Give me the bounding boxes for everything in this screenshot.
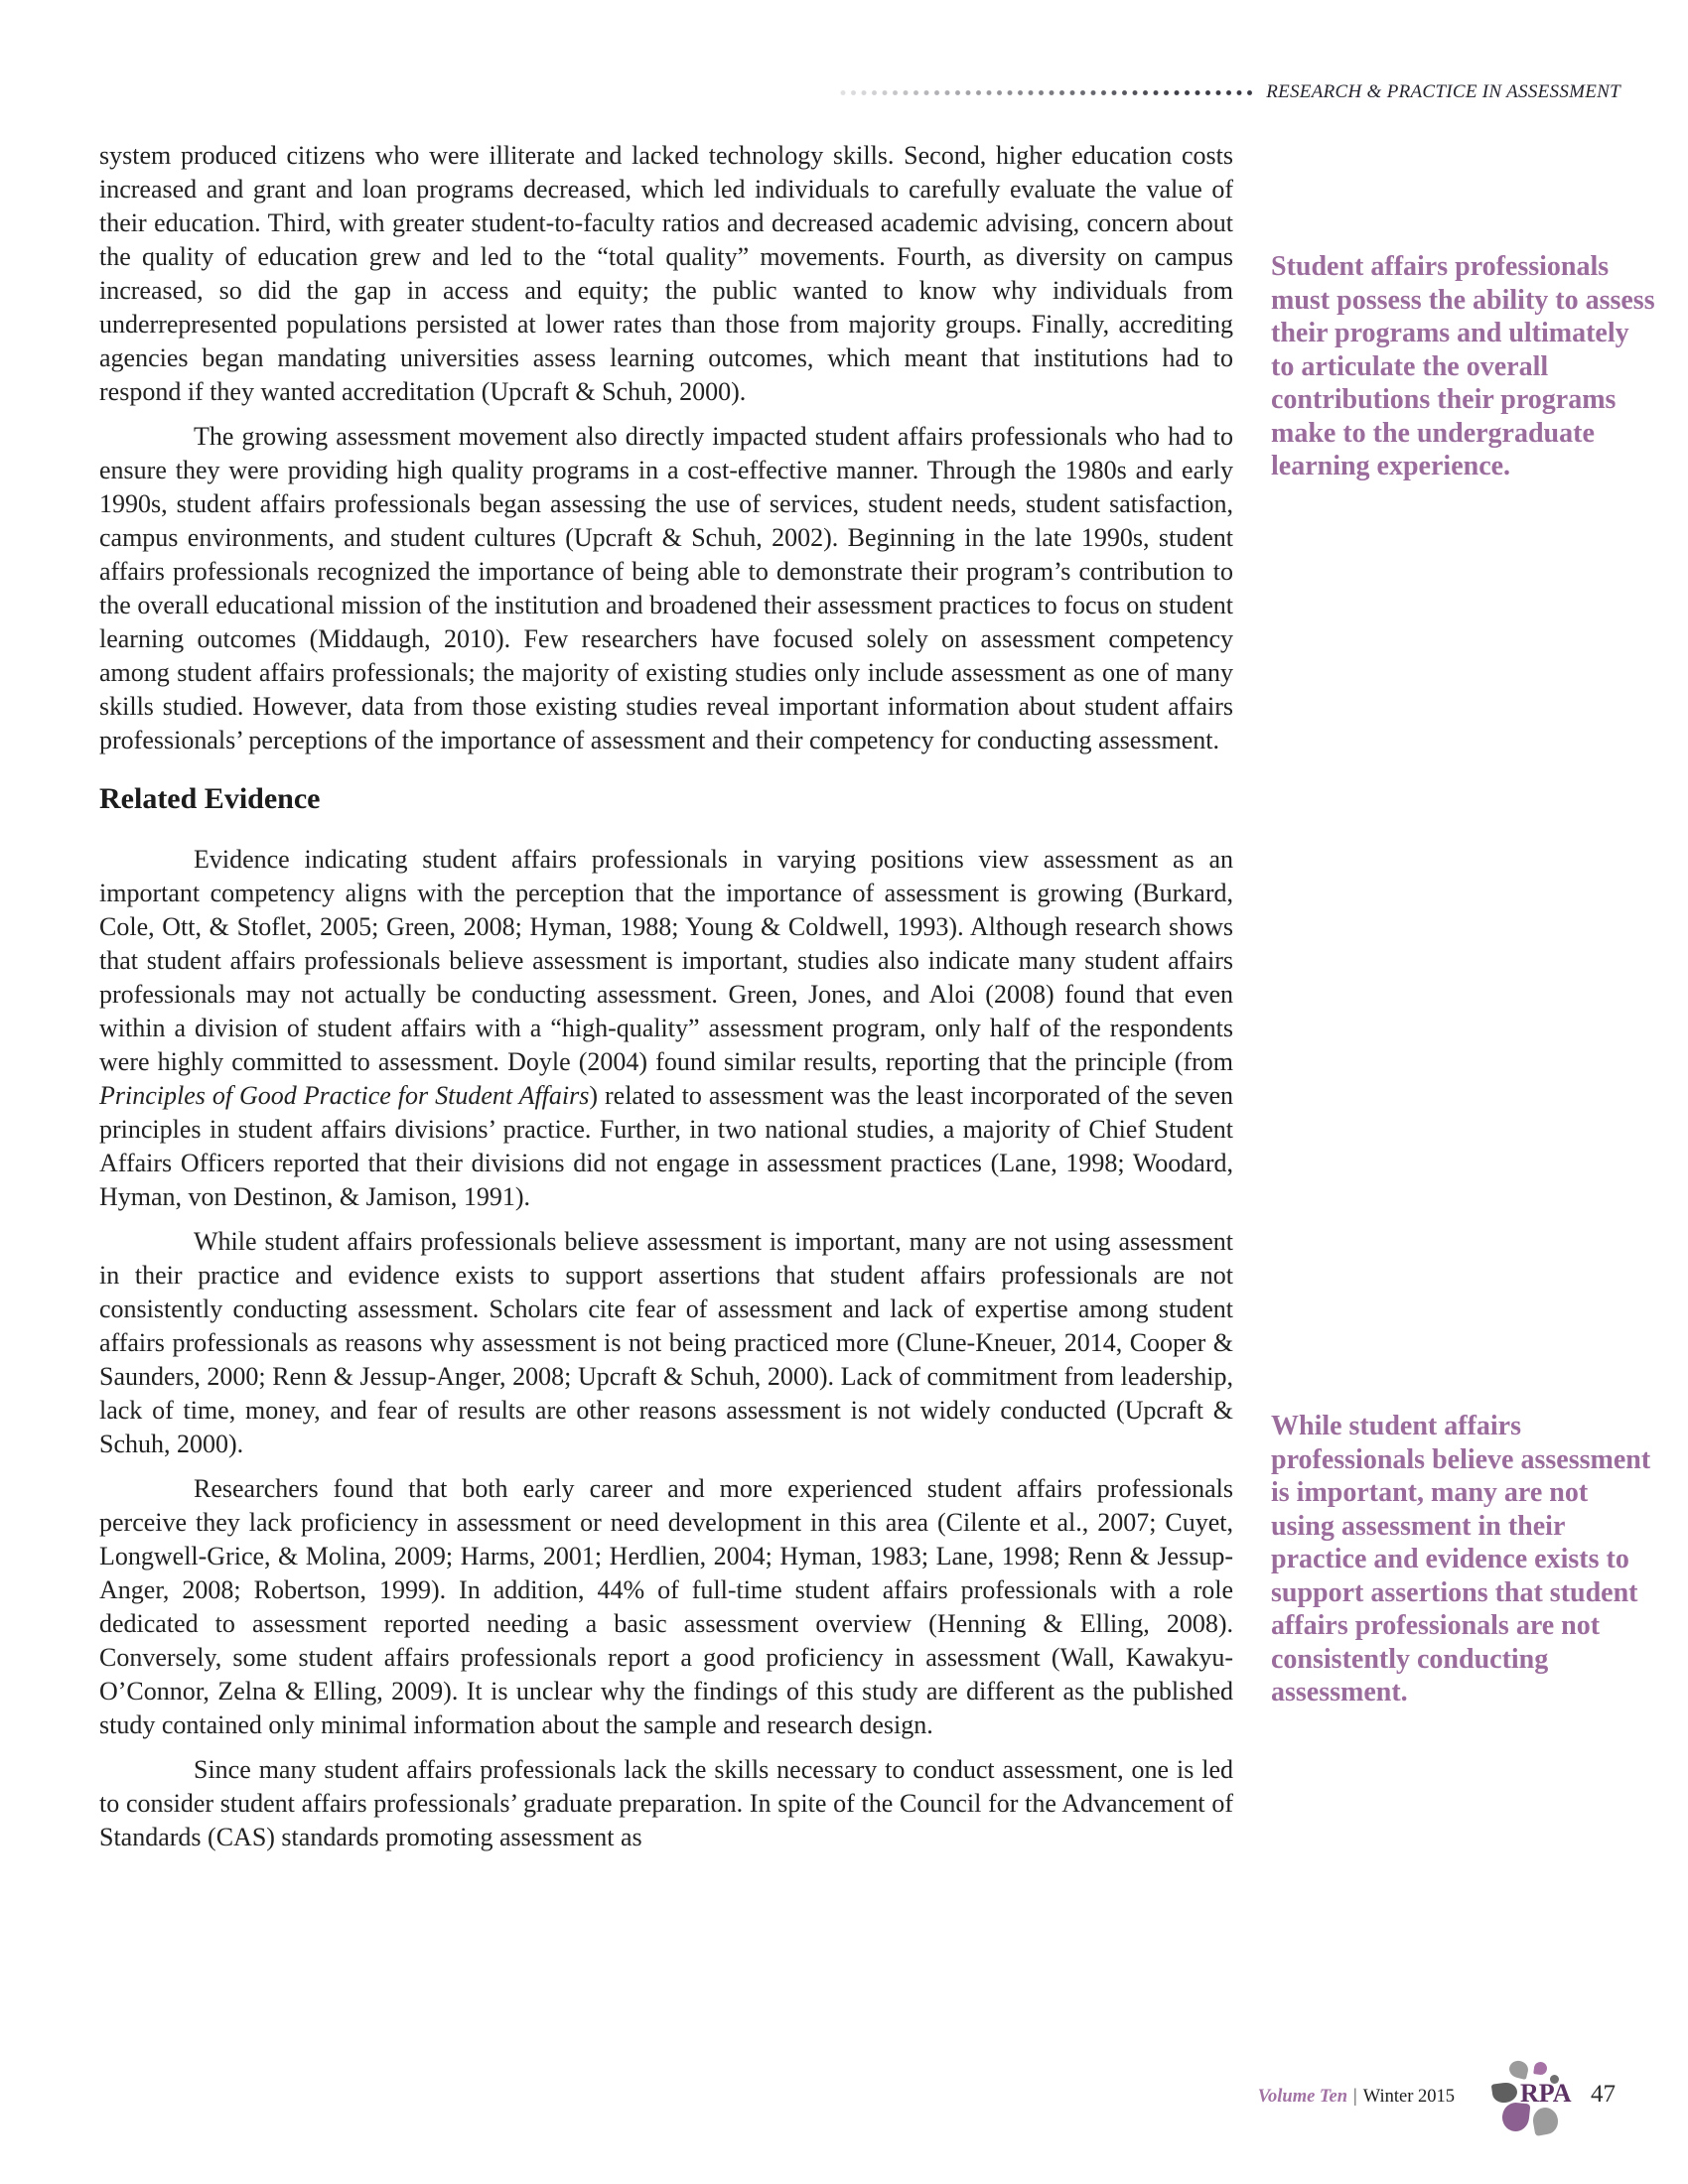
paragraph-text: Evidence indicating student affairs professionals in varying positions view assessment as an important competency aligns with the perception that the importance of assessment is growing (Burkard, Cole, Ott, & Stoflet, 2005; Green, 2008; Hyman, 1988; Young & Coldwell, 1993). Although research shows that student affairs professionals believe assessment is important, studies also indicate many student affairs professionals may not actually be conducting assessment. Green, Jones, and Aloi (2008) found that even within a division of student affairs with a “high-quality” assessment program, only half of the respondents were highly committed to assessment. Doyle (2004) found similar results, reporting that the principle (from — [99, 845, 1233, 1076]
paragraph: Since many student affairs professionals lack the skills necessary to conduct assessment, one is led to consider student affairs professionals’ graduate preparation. In spite of the Council for the Advancement of Standards (CAS) standards promoting assessment as — [99, 1755, 1233, 1851]
pull-quote: Student affairs professionals must possess the ability to assess their programs and ultimately to articulate the overall contributions their programs make to the undergraduate learning experience. — [1271, 251, 1655, 481]
section-heading: Related Evidence — [99, 782, 321, 815]
page-number: 47 — [1591, 2081, 1616, 2108]
paragraph: system produced citizens who were illiterate and lacked technology skills. Second, higher education costs increased and grant and loan programs decreased, which led individuals to carefully evaluate the value of their education. Third, with greater student-to-faculty ratios and decreased academic advising, concern about the quality of education grew and led to the “total quality” movements. Fourth, as diversity on campus increased, so did the gap in access and equity; the public wanted to know why individuals from underrepresented populations persisted at lower rates than those from majority groups. Finally, accrediting agencies began mandating universities assess learning outcomes, which meant that institutions had to respond if they wanted accreditation (Upcraft & Schuh, 2000). — [99, 141, 1233, 406]
paragraph: The growing assessment movement also directly impacted student affairs professionals who had to ensure they were providing high quality programs in a cost-effective manner. Through the 1980s and early 1990s, student affairs professionals began assessing the use of services, student needs, student satisfaction, campus environments, and student cultures (Upcraft & Schuh, 2002). Beginning in the late 1990s, student affairs professionals recognized the importance of being able to demonstrate their program’s contribution to the overall educational mission of the institution and broadened their assessment practices to focus on student learning outcomes (Middaugh, 2010). Few researchers have focused solely on assessment competency among student affairs professionals; the majority of existing studies only include assessment as one of many skills studied. However, data from those existing studies reveal important information about student affairs professionals’ perceptions of the importance of assessment and their competency for conducting assessment. — [99, 422, 1233, 754]
cited-work-title: Principles of Good Practice for Student Affairs — [99, 1081, 590, 1110]
page-header — [839, 81, 1620, 103]
petal-icon — [1531, 2106, 1560, 2136]
paragraph-text: ) related to assessment was the least incorporated of the seven principles in student affairs divisions’ practice. Further, in two national studies, a majority of Chief Student Affairs Officers reported that their divisions did not engage in assessment practices (Lane, 1998; Woodard, Hyman, von Destinon, & Jamison, 1991). — [99, 1081, 1233, 1211]
rpa-logo — [1489, 2047, 1589, 2146]
petal-icon — [1507, 2059, 1530, 2080]
petal-icon — [1491, 2081, 1519, 2104]
journal-title: RESEARCH & PRACTICE IN ASSESSMENT — [1266, 81, 1620, 102]
issue-label: Winter 2015 — [1362, 2087, 1455, 2107]
pull-quote: While student affairs professionals believe assessment is important, many are not using assessment in their practice and evidence exists to support assertions that student affairs professionals are not consistently conducting assessment. — [1271, 1411, 1651, 1707]
rpa-logo-text: RPA — [1520, 2079, 1572, 2108]
citation-separator: | — [1353, 2087, 1357, 2107]
paragraph: Researchers found that both early career and more experienced student affairs professionals perceive they lack proficiency in assessment or need development in this area (Cilente et al., 2007; Cuyet, Longwell-Grice, & Molina, 2009; Harms, 2001; Herdlien, 2004; Hyman, 1983; Lane, 1998; Renn & Jessup-Anger, 2008; Robertson, 1999). In addition, 44% of full-time student affairs professionals with a role dedicated to assessment reported needing a basic assessment overview (Henning & Elling, 2008). Conversely, some student affairs professionals report a good proficiency in assessment (Wall, Kawakyu-O’Connor, Zelna & Elling, 2009). It is unclear why the findings of this study are different as the published study contained only minimal information about the sample and research design. — [99, 1474, 1233, 1739]
paragraph — [99, 843, 1233, 1214]
article-body — [99, 139, 1233, 1865]
volume-label: Volume Ten — [1257, 2087, 1348, 2107]
petal-icon — [1533, 2061, 1548, 2076]
header-dotted-line — [839, 88, 1256, 97]
footer-citation — [1221, 2087, 1455, 2108]
paragraph: While student affairs professionals believe assessment is important, many are not using assessment in their practice and evidence exists to support assertions that student affairs professionals are not consistently conducting assessment. Scholars cite fear of assessment and lack of expertise among student affairs professionals as reasons why assessment is not being practiced more (Clune-Kneuer, 2014, Cooper & Saunders, 2000; Renn & Jessup-Anger, 2008; Upcraft & Schuh, 2000). Lack of commitment from leadership, lack of time, money, and fear of results are other reasons assessment is not widely conducted (Upcraft & Schuh, 2000). — [99, 1227, 1233, 1458]
